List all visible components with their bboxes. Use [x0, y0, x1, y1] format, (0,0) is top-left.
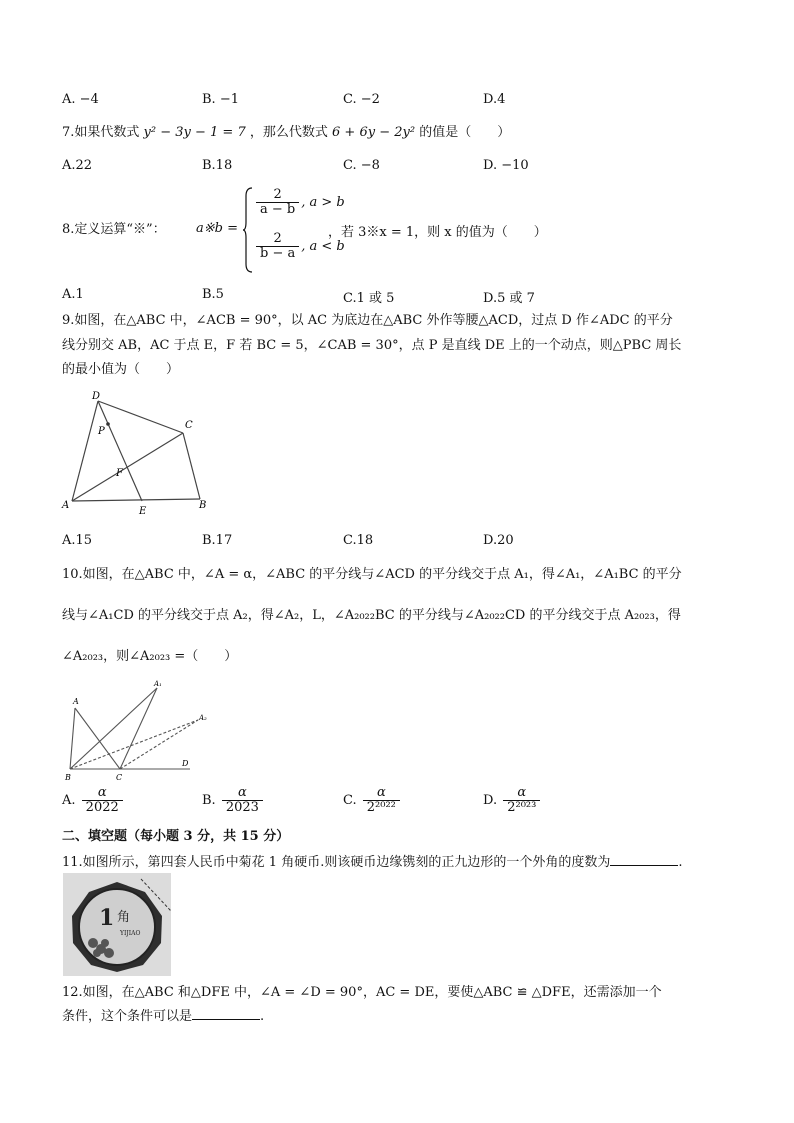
q10-label-c: C [116, 773, 123, 782]
q10-option-d-frac [503, 786, 540, 815]
q8-option-b: B.5 [202, 287, 224, 302]
q10-option-b [202, 786, 265, 815]
q10-option-c-letter: C. [343, 793, 357, 808]
q6-option-c: C. −2 [343, 92, 380, 107]
q10-figure [62, 678, 212, 784]
q9-seg-de [98, 401, 142, 501]
q8-options [62, 287, 742, 305]
q8-left-brace [242, 186, 254, 274]
q8-option-d: D.5 或 7 [483, 291, 535, 306]
q9-option-a: A.15 [62, 533, 93, 548]
q10-option-c [343, 786, 402, 815]
q10-label-a2: A₂ [199, 714, 207, 722]
q12-line-2 [62, 1007, 264, 1026]
q7-text-b: ，那么代数式 [249, 125, 328, 140]
q9-line-3: 的最小值为（ ） [62, 362, 180, 377]
section-2-title: 二、填空题（每小题 3 分，共 15 分） [62, 829, 290, 844]
q8-case-2-num: 2 [256, 232, 299, 247]
q8-option-c: C.1 或 5 [343, 291, 395, 306]
q9-label-d: D [92, 391, 101, 402]
q11-coin-char: 角 [117, 910, 131, 925]
q9-label-a: A [62, 500, 70, 511]
q9-option-c: C.18 [343, 533, 374, 548]
q10-option-d-letter: D. [483, 793, 498, 808]
q10-label-d: D [182, 759, 189, 768]
q8-text-b: ，若 3※x = 1，则 x 的值为（ ） [328, 225, 547, 240]
q11-coin-text: YIJIAO [120, 930, 141, 937]
q10-label-b: B [65, 773, 71, 782]
q10-option-d [483, 786, 542, 815]
q9-seg-dc [98, 401, 183, 433]
q7-text-c: 的值是（ ） [419, 125, 511, 140]
q11-answer-blank[interactable] [610, 853, 678, 866]
q10-option-a [62, 786, 125, 815]
q8-case-1-num: 2 [256, 188, 299, 203]
q6-option-d: D.4 [483, 92, 506, 107]
q10-option-b-frac [222, 786, 263, 815]
q8-case-2-cond: , a < b [301, 239, 345, 254]
q11-text: 11.如图所示，第四套人民币中菊花 1 角硬币.则该硬币边缘镌刻的正九边形的一个外角的度数为 [62, 855, 611, 870]
q12-end: . [260, 1009, 265, 1024]
q10-option-d-den: 2²⁰²³ [507, 800, 537, 815]
q8-case-1-fraction [256, 188, 299, 217]
q10-option-b-letter: B. [202, 793, 216, 808]
q9-label-f: F [116, 468, 123, 479]
q9-line-2: 线分别交 AB，AC 于点 E，F 若 BC = 5，∠CAB = 30°，点 P 是直线 DE 上的一个动点，则△PBC 周长 [62, 338, 682, 353]
q10-line-ba [70, 708, 75, 769]
q10-line-2: 线与∠A₁CD 的平分线交于点 A₂，得∠A₂，L，∠A₂₀₂₂BC 的平分线与∠A₂₀₂₂CD 的平分线交于点 A₂₀₂₃，得 [62, 608, 681, 623]
q8-case-1 [254, 188, 345, 217]
q12-line-1: 12.如图，在△ABC 和△DFE 中，∠A = ∠D = 90°，AC = DE，要使△ABC ≌ △DFE，还需添加一个 [62, 985, 662, 1000]
q10-option-b-den: 2023 [225, 800, 259, 815]
q10-option-c-den: 2²⁰²² [366, 800, 396, 815]
q8-case-2-fraction [256, 232, 299, 261]
q9-figure [60, 388, 220, 518]
q10-option-a-num: α [82, 786, 123, 801]
q11-question [62, 853, 682, 872]
q9-label-b: B [199, 500, 207, 511]
q10-label-a1: A₁ [154, 680, 162, 688]
q7-text-a: 7.如果代数式 [62, 125, 140, 140]
q10-option-c-num: α [363, 786, 400, 801]
q9-seg-ad [72, 401, 98, 501]
q10-option-a-letter: A. [62, 793, 76, 808]
q8-lhs-text: a※b = [196, 221, 238, 236]
q6-options [62, 92, 742, 110]
q11-coin-digit: 1 [99, 905, 115, 931]
q9-seg-cb [183, 433, 200, 499]
q10-option-d-num: α [503, 786, 540, 801]
q7-option-c: C. −8 [343, 158, 380, 173]
q7-option-d: D. −10 [483, 158, 529, 173]
q7-expression-2: 6 + 6y − 2y² [332, 125, 416, 140]
q11-coin-figure [63, 873, 171, 976]
q10-line-1: 10.如图，在△ABC 中，∠A = α，∠ABC 的平分线与∠ACD 的平分线交于点 A₁，得∠A₁，∠A₁BC 的平分 [62, 567, 682, 582]
q10-line-ac [75, 708, 120, 769]
q10-line-3: ∠A₂₀₂₃，则∠A₂₀₂₃ =（ ） [62, 649, 238, 664]
q6-option-b: B. −1 [202, 92, 239, 107]
q7-expression-1: y² − 3y − 1 = 7 [143, 125, 246, 140]
q10-option-c-frac [363, 786, 400, 815]
q8-case-1-den: a − b [260, 202, 296, 217]
q8-case-1-cond: , a > b [301, 195, 345, 210]
q8-option-a: A.1 [62, 287, 84, 302]
q9-options [62, 533, 742, 551]
q9-seg-ab [72, 499, 200, 501]
q7-options [62, 158, 742, 176]
q9-label-e: E [139, 506, 147, 517]
q10-option-b-num: α [222, 786, 263, 801]
q9-label-p: P [98, 426, 105, 437]
q7-option-b: B.18 [202, 158, 233, 173]
q9-label-c: C [185, 420, 193, 431]
q7-question [62, 124, 510, 142]
q7-option-a: A.22 [62, 158, 93, 173]
q10-option-a-frac [82, 786, 123, 815]
q12-answer-blank[interactable] [192, 1007, 260, 1020]
q9-point-p [106, 422, 110, 426]
q9-option-d: D.20 [483, 533, 514, 548]
q9-option-b: B.17 [202, 533, 233, 548]
q8-text-a: 8.定义运算“※”： [62, 222, 166, 237]
q8-case-2-den: b − a [260, 246, 296, 261]
q11-end: . [678, 855, 683, 870]
q8-lhs [196, 221, 238, 236]
q10-label-a: A [73, 697, 79, 706]
q9-line-1: 9.如图，在△ABC 中，∠ACB = 90°，以 AC 为底边在△ABC 外作等腰△ACD，过点 D 作∠ADC 的平分 [62, 313, 673, 328]
q6-option-a: A. −4 [62, 92, 99, 107]
q12-text: 条件，这个条件可以是 [62, 1009, 193, 1024]
q10-option-a-den: 2022 [85, 800, 119, 815]
q10-options [62, 786, 742, 822]
q10-line-ba1 [70, 688, 157, 769]
